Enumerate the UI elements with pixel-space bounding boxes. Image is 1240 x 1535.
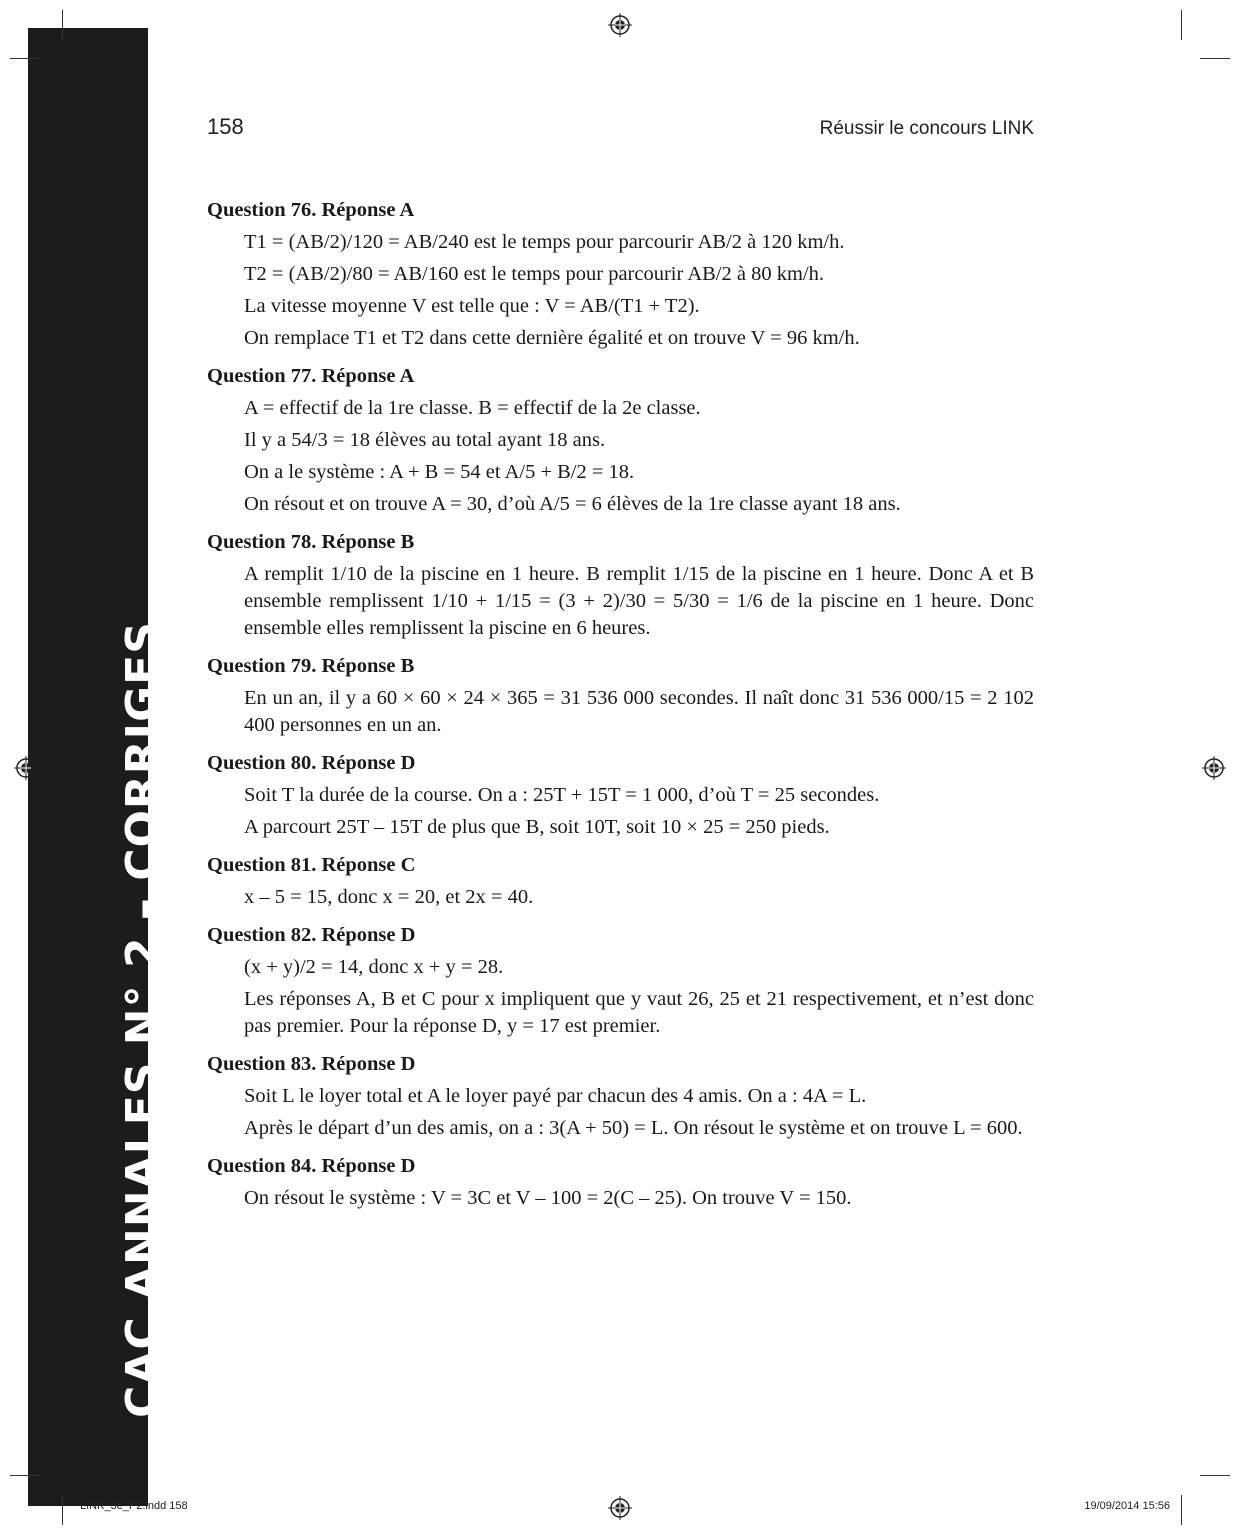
question-heading: Question 80. Réponse D: [207, 752, 416, 774]
question-77: [207, 363, 1034, 518]
side-title: CAC ANNALES N° 2 – CORRIGES: [117, 621, 168, 1418]
answer-line: x – 5 = 15, donc x = 20, et 2x = 40.: [244, 886, 534, 908]
question-heading: Question 79. Réponse B: [207, 655, 415, 677]
answers-content: [207, 197, 1034, 1223]
question-81: [207, 852, 1034, 911]
answer-line: A parcourt 25T – 15T de plus que B, soit 10T, soit 10 × 25 = 250 pieds.: [244, 816, 830, 838]
question-83: [207, 1051, 1034, 1142]
answer-line: En un an, il y a 60 × 60 × 24 × 365 = 31 536 000 secondes. Il naît donc 31 536 000/15 = 2 102 400 personnes en un an.: [244, 687, 1034, 736]
answer-line: Les réponses A, B et C pour x impliquent que y vaut 26, 25 et 21 respectivement, et n’est donc pas premier. Pour la réponse D, y = 17 est premier.: [244, 988, 1034, 1037]
question-heading: Question 82. Réponse D: [207, 924, 416, 946]
answer-line: On résout et on trouve A = 30, d’où A/5 = 6 élèves de la 1re classe ayant 18 ans.: [244, 493, 901, 515]
answer-line: A remplit 1/10 de la piscine en 1 heure. B remplit 1/15 de la piscine en 1 heure. Donc A et B ensemble remplissent 1/10 + 1/15 = (3 + 2)/30 = 5/30 = 1/6 de la piscine en 1 heure. Donc ensemble elles remplissent la piscine en 6 heures.: [244, 563, 1034, 639]
question-82: [207, 922, 1034, 1040]
crop-mark: [1181, 10, 1182, 40]
answer-line: A = effectif de la 1re classe. B = effectif de la 2e classe.: [244, 397, 701, 419]
answer-line: (x + y)/2 = 14, donc x + y = 28.: [244, 956, 504, 978]
question-80: [207, 750, 1034, 841]
registration-mark-icon: [608, 1496, 632, 1520]
answer-line: Soit L le loyer total et A le loyer payé par chacun des 4 amis. On a : 4A = L.: [244, 1085, 867, 1107]
question-heading: Question 77. Réponse A: [207, 365, 415, 387]
page-number: 158: [207, 114, 244, 139]
question-heading: Question 78. Réponse B: [207, 531, 415, 553]
slug-date: 19/09/2014 15:56: [1084, 1500, 1170, 1512]
crop-mark: [62, 10, 63, 40]
answer-line: Après le départ d’un des amis, on a : 3(A + 50) = L. On résout le système et on trouve L = 600.: [244, 1117, 1023, 1139]
question-84: [207, 1153, 1034, 1212]
answer-line: T2 = (AB/2)/80 = AB/160 est le temps pour parcourir AB/2 à 80 km/h.: [244, 263, 824, 285]
answer-line: T1 = (AB/2)/120 = AB/240 est le temps pour parcourir AB/2 à 120 km/h.: [244, 231, 845, 253]
question-76: [207, 197, 1034, 352]
crop-mark: [1200, 1475, 1230, 1476]
question-78: [207, 529, 1034, 642]
crop-mark: [10, 58, 40, 59]
answer-line: On a le système : A + B = 54 et A/5 + B/2 = 18.: [244, 461, 635, 483]
crop-mark: [1181, 1495, 1182, 1525]
answer-line: On remplace T1 et T2 dans cette dernière égalité et on trouve V = 96 km/h.: [244, 327, 860, 349]
question-79: [207, 653, 1034, 739]
registration-mark-icon: [1202, 756, 1226, 780]
answer-line: On résout le système : V = 3C et V – 100 = 2(C – 25). On trouve V = 150.: [244, 1187, 852, 1209]
slug-file: LINK_3e_P2.indd 158: [80, 1500, 188, 1512]
question-heading: Question 83. Réponse D: [207, 1053, 416, 1075]
crop-mark: [1200, 58, 1230, 59]
answer-line: Soit T la durée de la course. On a : 25T + 15T = 1 000, d’où T = 25 secondes.: [244, 784, 880, 806]
registration-mark-icon: [14, 756, 38, 780]
registration-mark-icon: [608, 13, 632, 37]
running-head: Réussir le concours LINK: [819, 118, 1034, 139]
question-heading: Question 84. Réponse D: [207, 1155, 416, 1177]
answer-line: Il y a 54/3 = 18 élèves au total ayant 18 ans.: [244, 429, 606, 451]
crop-mark: [10, 1475, 40, 1476]
question-heading: Question 76. Réponse A: [207, 199, 415, 221]
answer-line: La vitesse moyenne V est telle que : V = AB/(T1 + T2).: [244, 295, 700, 317]
crop-mark: [62, 1495, 63, 1525]
question-heading: Question 81. Réponse C: [207, 854, 416, 876]
